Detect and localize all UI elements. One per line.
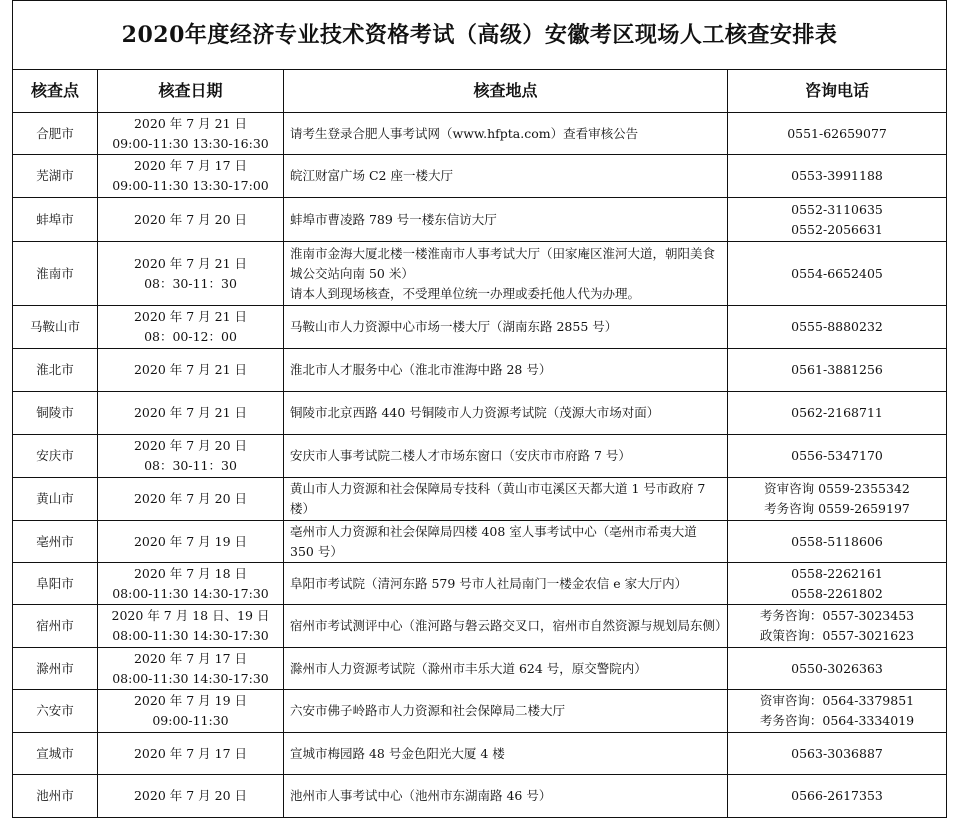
date-cell-line: 08:00-11:30 14:30-17:30 — [112, 628, 269, 643]
date-cell-line: 08:00-11:30 14:30-17:30 — [112, 585, 269, 601]
phone-cell-line: 考务咨询 0559-2659197 — [764, 501, 910, 516]
date-cell-line: 2020 年 7 月 17 日 — [133, 158, 248, 173]
phone-cell — [728, 198, 947, 242]
address-cell — [284, 113, 728, 155]
date-cell-line: 08：30-11：30 — [144, 275, 237, 291]
date-cell-line: 2020 年 7 月 17 日 — [133, 745, 248, 761]
city-cell: 宣城市 — [13, 733, 98, 775]
phone-cell-line: 考务咨询：0564-3334019 — [759, 713, 915, 728]
city-cell: 芜湖市 — [13, 155, 98, 198]
phone-cell-line: 0556-5347170 — [791, 448, 883, 463]
address-cell-line: 亳州市人力资源和社会保障局四楼 408 室人事考试中心（亳州市希夷大道 350 号） — [290, 523, 697, 559]
phone-cell — [728, 478, 947, 521]
phone-cell — [728, 435, 947, 478]
phone-cell-line: 0552-3110635 — [791, 201, 883, 217]
date-cell — [98, 435, 284, 478]
phone-cell-line: 0553-3991188 — [791, 168, 883, 183]
address-cell-line: 淮南市金海大厦北楼一楼淮南市人事考试大厅（田家庵区淮河大道，朝阳美食城公交站向南 50 米） — [290, 245, 716, 281]
date-cell-line: 2020 年 7 月 21 日 — [133, 255, 248, 271]
date-cell — [98, 392, 284, 435]
date-cell — [98, 198, 284, 242]
address-cell — [284, 478, 728, 521]
address-cell — [284, 349, 728, 392]
address-cell-line: 请本人到现场核查，不受理单位统一办理或委托他人代为办理。 — [290, 285, 641, 301]
table-row — [13, 648, 947, 690]
phone-cell-line: 0552-2056631 — [791, 221, 883, 237]
address-cell-line: 皖江财富广场 C2 座一楼大厅 — [290, 168, 453, 183]
phone-cell-line: 0563-3036887 — [791, 745, 883, 761]
date-cell-line: 2020 年 7 月 19 日 — [133, 533, 248, 549]
city-cell: 马鞍山市 — [13, 306, 98, 349]
date-cell-line: 09:00-11:30 13:30-16:30 — [112, 135, 269, 151]
city-cell: 滁州市 — [13, 648, 98, 690]
table-row — [13, 690, 947, 733]
phone-cell — [728, 563, 947, 605]
table-row — [13, 242, 947, 306]
phone-cell-line: 0555-8880232 — [791, 319, 883, 334]
date-cell — [98, 306, 284, 349]
address-cell — [284, 435, 728, 478]
address-cell-line: 宣城市梅园路 48 号金色阳光大厦 4 楼 — [290, 745, 505, 761]
date-cell — [98, 113, 284, 155]
city-cell: 淮北市 — [13, 349, 98, 392]
date-cell — [98, 775, 284, 818]
date-cell-line: 2020 年 7 月 18 日 — [133, 565, 248, 581]
phone-cell — [728, 775, 947, 818]
phone-cell-line: 0551-62659077 — [787, 125, 887, 141]
table-row — [13, 563, 947, 605]
phone-cell-line: 政策咨询：0557-3021623 — [759, 628, 915, 643]
address-cell — [284, 155, 728, 198]
phone-cell — [728, 306, 947, 349]
date-cell-line: 09:00-11:30 13:30-17:00 — [112, 178, 269, 193]
table-row — [13, 521, 947, 563]
phone-cell-line: 考务咨询：0557-3023453 — [759, 608, 915, 623]
address-cell-line: 淮北市人才服务中心（淮北市淮海中路 28 号） — [290, 362, 552, 377]
phone-cell — [728, 733, 947, 775]
date-cell — [98, 478, 284, 521]
table-row — [13, 478, 947, 521]
address-cell — [284, 733, 728, 775]
date-cell-line: 2020 年 7 月 20 日 — [133, 438, 248, 453]
phone-cell — [728, 113, 947, 155]
phone-cell — [728, 242, 947, 306]
address-cell-line: 六安市佛子岭路市人力资源和社会保障局二楼大厅 — [290, 703, 566, 718]
address-cell-line: 铜陵市北京西路 440 号铜陵市人力资源考试院（茂源大市场对面） — [290, 405, 660, 420]
table-row — [13, 775, 947, 818]
phone-cell — [728, 690, 947, 733]
date-cell — [98, 349, 284, 392]
phone-cell-line: 0554-6652405 — [791, 265, 883, 281]
phone-cell — [728, 648, 947, 690]
schedule-table — [12, 0, 947, 818]
date-cell — [98, 563, 284, 605]
header-address: 核查地点 — [284, 70, 728, 113]
phone-cell — [728, 349, 947, 392]
table-row — [13, 435, 947, 478]
date-cell-line: 2020 年 7 月 21 日 — [133, 362, 248, 377]
city-cell: 淮南市 — [13, 242, 98, 306]
table-row — [13, 605, 947, 648]
table-row — [13, 349, 947, 392]
date-cell-line: 2020 年 7 月 21 日 — [133, 405, 248, 420]
address-cell-line: 阜阳市考试院（清河东路 579 号市人社局南门一楼金农信 e 家大厅内） — [290, 575, 688, 591]
date-cell-line: 08：30-11：30 — [144, 458, 237, 473]
date-cell-line: 2020 年 7 月 20 日 — [133, 491, 248, 506]
city-cell: 蚌埠市 — [13, 198, 98, 242]
city-cell: 阜阳市 — [13, 563, 98, 605]
address-cell — [284, 605, 728, 648]
phone-cell-line: 0562-2168711 — [791, 405, 883, 420]
phone-cell-line: 0558-5118606 — [791, 533, 883, 549]
date-cell-line: 2020 年 7 月 17 日 — [133, 650, 248, 666]
date-cell — [98, 648, 284, 690]
address-cell-line: 请考生登录合肥人事考试网（www.hfpta.com）查看审核公告 — [290, 125, 639, 141]
date-cell-line: 08:00-11:30 14:30-17:30 — [112, 670, 269, 686]
city-cell: 黄山市 — [13, 478, 98, 521]
table-row — [13, 733, 947, 775]
table-row — [13, 155, 947, 198]
header-city: 核查点 — [13, 70, 98, 113]
city-cell: 宿州市 — [13, 605, 98, 648]
address-cell — [284, 306, 728, 349]
phone-cell — [728, 521, 947, 563]
phone-cell-line: 0558-2261802 — [791, 585, 883, 601]
date-cell-line: 2020 年 7 月 19 日 — [133, 693, 248, 708]
date-cell — [98, 733, 284, 775]
address-cell — [284, 521, 728, 563]
address-cell-line: 滁州市人力资源考试院（滁州市丰乐大道 624 号，原交警院内） — [290, 660, 647, 676]
phone-cell-line: 资审咨询：0564-3379851 — [759, 693, 915, 708]
date-cell-line: 2020 年 7 月 20 日 — [133, 788, 248, 803]
phone-cell-line: 资审咨询 0559-2355342 — [764, 481, 910, 496]
date-cell — [98, 521, 284, 563]
address-cell-line: 黄山市人力资源和社会保障局专技科（黄山市屯溪区天都大道 1 号市政府 7 楼） — [290, 481, 706, 516]
address-cell — [284, 563, 728, 605]
phone-cell-line: 0561-3881256 — [791, 362, 883, 377]
phone-cell-line: 0566-2617353 — [791, 788, 883, 803]
date-cell-line: 2020 年 7 月 18 日、19 日 — [111, 608, 270, 623]
address-cell — [284, 648, 728, 690]
date-cell — [98, 155, 284, 198]
city-cell: 亳州市 — [13, 521, 98, 563]
date-cell — [98, 690, 284, 733]
address-cell — [284, 775, 728, 818]
date-cell — [98, 605, 284, 648]
table-row — [13, 392, 947, 435]
page-title: 2020年度经济专业技术资格考试（高级）安徽考区现场人工核查安排表 — [13, 1, 947, 70]
city-cell: 合肥市 — [13, 113, 98, 155]
phone-cell — [728, 605, 947, 648]
city-cell: 安庆市 — [13, 435, 98, 478]
table-row — [13, 113, 947, 155]
table-row — [13, 306, 947, 349]
header-date: 核查日期 — [98, 70, 284, 113]
date-cell-line: 2020 年 7 月 20 日 — [133, 211, 248, 227]
date-cell-line: 2020 年 7 月 21 日 — [133, 115, 248, 131]
address-cell — [284, 198, 728, 242]
date-cell — [98, 242, 284, 306]
address-cell-line: 蚌埠市曹凌路 789 号一楼东信访大厅 — [290, 211, 497, 227]
address-cell-line: 宿州市考试测评中心（淮河路与磐云路交叉口，宿州市自然资源与规划局东侧） — [290, 618, 728, 633]
address-cell-line: 马鞍山市人力资源中心市场一楼大厅（湖南东路 2855 号） — [290, 319, 618, 334]
address-cell-line: 安庆市人事考试院二楼人才市场东窗口（安庆市市府路 7 号） — [290, 448, 631, 463]
phone-cell-line: 0558-2262161 — [791, 565, 883, 581]
date-cell-line: 2020 年 7 月 21 日 — [133, 309, 248, 324]
date-cell-line: 08：00-12：00 — [144, 329, 237, 344]
header-phone: 咨询电话 — [728, 70, 947, 113]
address-cell — [284, 242, 728, 306]
address-cell — [284, 392, 728, 435]
city-cell: 六安市 — [13, 690, 98, 733]
city-cell: 池州市 — [13, 775, 98, 818]
phone-cell-line: 0550-3026363 — [791, 660, 883, 676]
phone-cell — [728, 155, 947, 198]
address-cell — [284, 690, 728, 733]
address-cell-line: 池州市人事考试中心（池州市东湖南路 46 号） — [290, 788, 552, 803]
header-row — [13, 70, 947, 113]
table-row — [13, 198, 947, 242]
phone-cell — [728, 392, 947, 435]
city-cell: 铜陵市 — [13, 392, 98, 435]
date-cell-line: 09:00-11:30 — [152, 713, 229, 728]
